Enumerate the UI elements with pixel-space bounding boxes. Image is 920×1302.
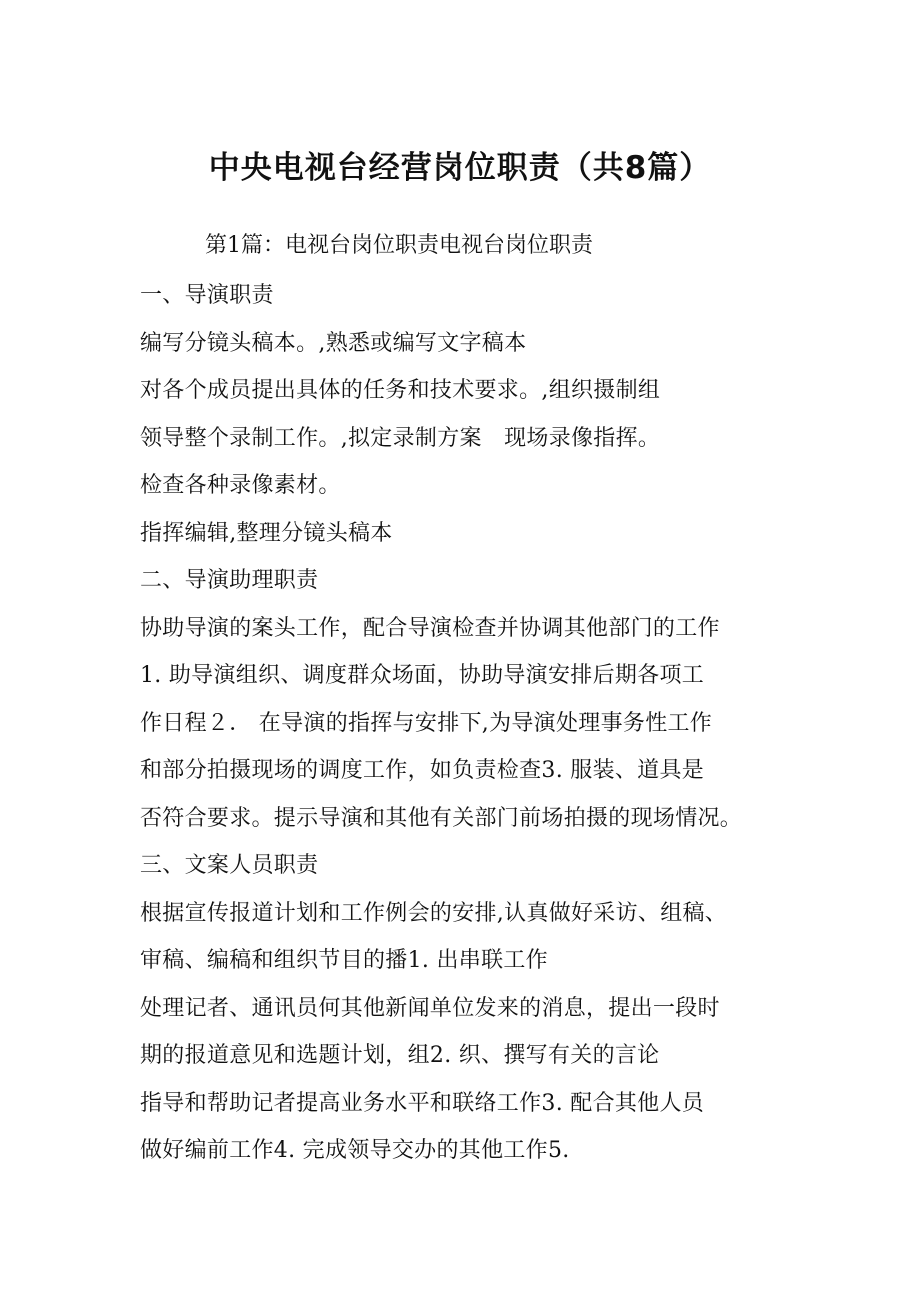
- document-body: [140, 272, 790, 1175]
- heading-director-duties: 一、导演职责: [140, 283, 274, 308]
- heading-assistant-director-duties: 二、导演助理职责: [140, 568, 319, 593]
- body-line: 处理记者、通讯员何其他新闻单位发来的消息，提出一段时: [140, 995, 720, 1021]
- body-line: 1. 助导演组织、调度群众场面，协助导演安排后期各项工: [140, 663, 705, 688]
- body-line: 编写分镜头稿本。,熟悉或编写文字稿本: [140, 330, 527, 356]
- section-subtitle: 第1篇：电视台岗位职责电视台岗位职责: [205, 233, 593, 258]
- body-line: 审稿、编稿和组织节目的播1. 出串联工作: [140, 948, 548, 973]
- body-line: 期的报道意见和选题计划，组2. 织、撰写有关的言论: [140, 1043, 660, 1068]
- body-line: 指导和帮助记者提高业务水平和联络工作3. 配合其他人员: [140, 1090, 705, 1116]
- body-line: 指挥编辑,整理分镜头稿本: [140, 520, 393, 546]
- heading-copywriter-duties: 三、文案人员职责: [140, 853, 319, 878]
- body-line: 领导整个录制工作。,拟定录制方案 现场录像指挥。: [140, 425, 661, 451]
- body-line: 协助导演的案头工作，配合导演检查并协调其他部门的工作: [140, 615, 720, 641]
- body-line: 根据宣传报道计划和工作例会的安排,认真做好采访、组稿、: [140, 900, 728, 926]
- body-line: 对各个成员提出具体的任务和技术要求。,组织摄制组: [140, 378, 661, 403]
- body-line: 否符合要求。提示导演和其他有关部门前场拍摄的现场情况。: [140, 805, 743, 831]
- body-line: 作日程２． 在导演的指挥与安排下,为导演处理事务性工作: [140, 710, 713, 736]
- body-line: 做好编前工作4. 完成领导交办的其他工作5.: [140, 1138, 570, 1163]
- body-line: 和部分拍摄现场的调度工作，如负责检查3. 服装、道具是: [140, 758, 705, 783]
- body-line: 检查各种录像素材。: [140, 473, 341, 498]
- document-title: 中央电视台经营岗位职责（共8篇）: [208, 150, 712, 186]
